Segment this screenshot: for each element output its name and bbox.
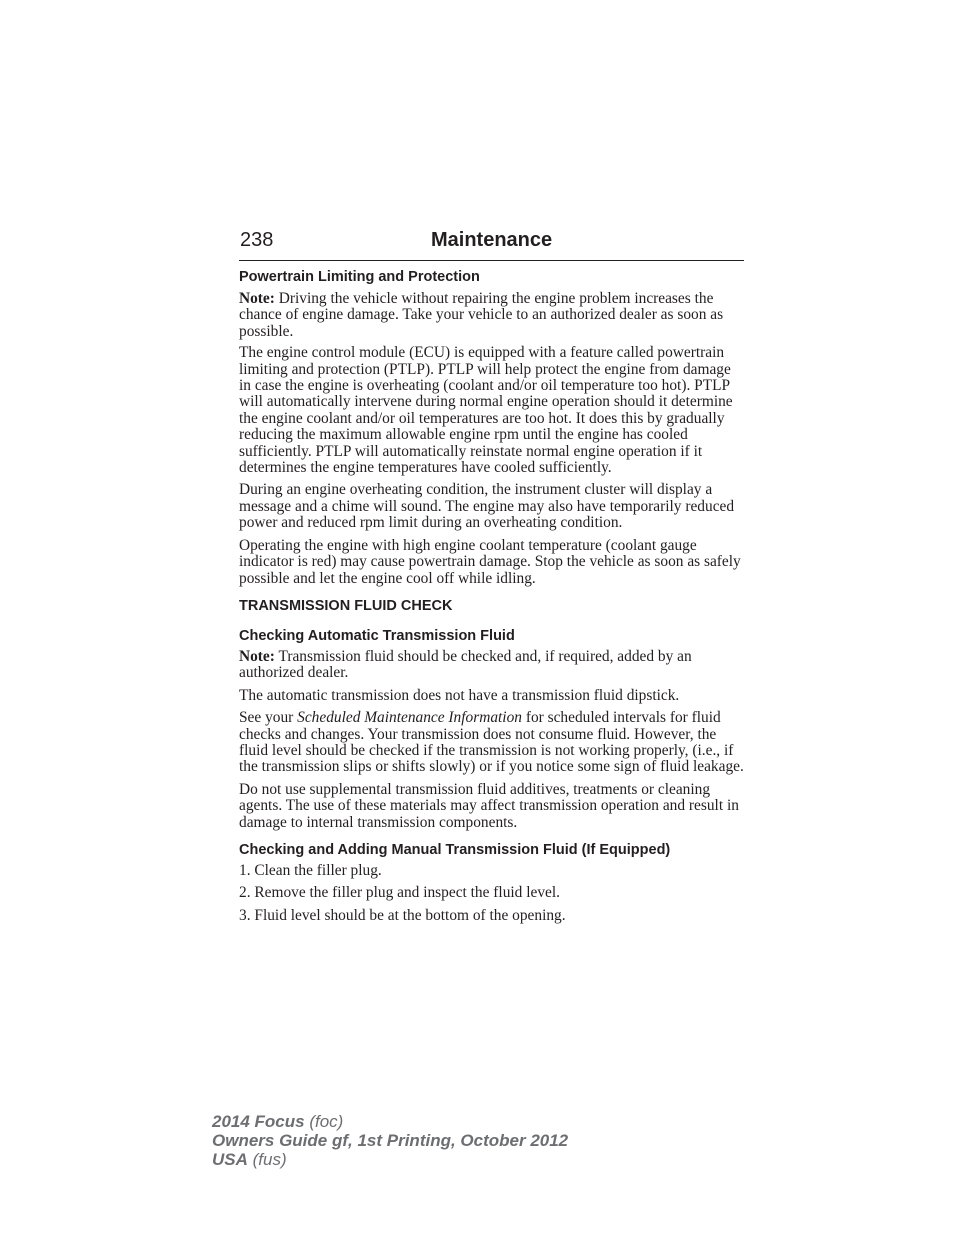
model-code: (foc)	[304, 1112, 344, 1131]
manual-transmission-heading: Checking and Adding Manual Transmission Fluid (If Equipped)	[239, 841, 671, 858]
scheduled-maintenance-reference: Scheduled Maintenance Information	[297, 709, 522, 727]
ptlp-note	[239, 291, 744, 340]
model-name: 2014 Focus	[212, 1112, 305, 1131]
note-text: Transmission fluid should be checked and, if required, added by an authorized dealer.	[239, 647, 692, 682]
guide-edition: Owners Guide gf, 1st Printing, October 2012	[212, 1131, 569, 1150]
note-text: Driving the vehicle without repairing the engine problem increases the chance of engine damage. Take your vehicle to an authorized dealer as soon as possible.	[239, 290, 724, 340]
page-content	[239, 266, 744, 924]
auto-transmission-heading: Checking Automatic Transmission Fluid	[239, 627, 515, 644]
market-name: USA	[212, 1150, 248, 1169]
note-label: Note:	[239, 290, 275, 307]
page-header	[239, 229, 744, 261]
note-label: Note:	[239, 647, 275, 665]
manual-step-2: 2. Remove the filler plug and inspect the fluid level.	[239, 884, 560, 902]
ptlp-paragraph-1: The engine control module (ECU) is equipped with a feature called powertrain limiting and protection (PTLP). PTLP will help protect the engine from damage in case the engine is overheating (coolant and/or oil temperature too hot). PTLP will automatically intervene during normal engine operation should it determine the engine coolant and/or oil temperatures are too hot. It does this by gradually reducing the maximum allowable engine rpm until the engine has cooled sufficiently. PTLP will automatically reinstate normal engine operation if it determines the engine temperatures have cooled sufficiently.	[239, 344, 733, 477]
page-number: 238	[240, 229, 274, 251]
page-footer	[212, 1112, 568, 1169]
auto-paragraph-1: The automatic transmission does not have a transmission fluid dipstick.	[239, 686, 680, 704]
manual-step-3: 3. Fluid level should be at the bottom of the opening.	[239, 906, 566, 924]
footer-line-1	[212, 1112, 568, 1131]
text: for scheduled intervals for fluid checks and changes. Your transmission does not consume fluid. However, the fluid level should be checked if the transmission is not working properly, (i.e., if the transmission slips or shifts slowly) or if you notice some sign of fluid leakage.	[239, 709, 744, 776]
footer-line-2	[212, 1131, 568, 1150]
footer-line-3	[212, 1150, 568, 1169]
auto-paragraph-2	[239, 710, 744, 776]
market-code: (fus)	[247, 1150, 287, 1169]
transmission-fluid-check-heading: TRANSMISSION FLUID CHECK	[239, 597, 453, 614]
auto-note	[239, 649, 744, 682]
manual-step-1: 1. Clean the filler plug.	[239, 861, 382, 879]
text: See your	[239, 709, 298, 727]
ptlp-paragraph-2: During an engine overheating condition, the instrument cluster will display a message and a chime will sound. The engine may also have temporarily reduced power and reduced rpm limit during an overheating condition.	[239, 481, 735, 532]
ptlp-heading: Powertrain Limiting and Protection	[239, 269, 480, 285]
auto-paragraph-3: Do not use supplemental transmission fluid additives, treatments or cleaning agents. The use of these materials may affect transmission operation and result in damage to internal transmission components.	[239, 780, 739, 831]
section-title: Maintenance	[431, 229, 553, 251]
ptlp-paragraph-3: Operating the engine with high engine coolant temperature (coolant gauge indicator is red) may cause powertrain damage. Stop the vehicle as soon as safely possible and let the engine cool off while idling.	[239, 536, 741, 587]
